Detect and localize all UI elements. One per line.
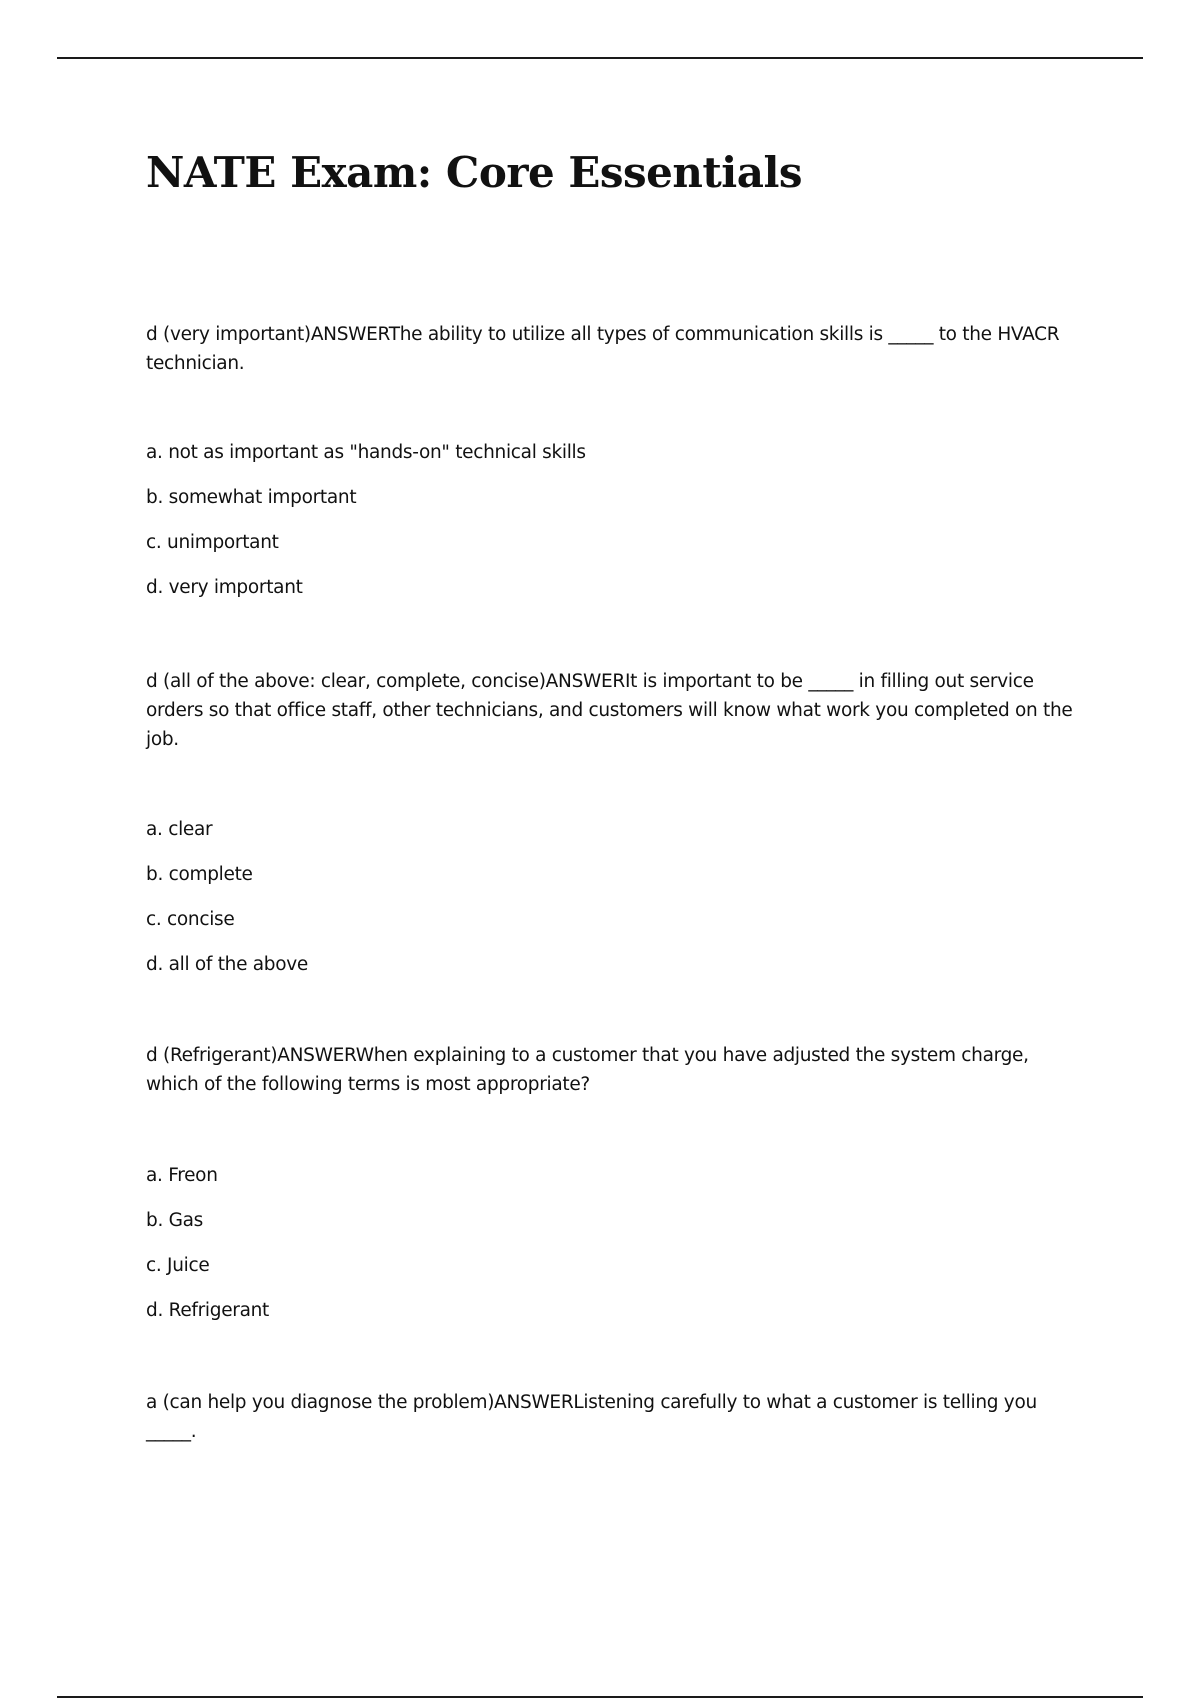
answer-option: c. unimportant (146, 532, 279, 553)
answer-option: a. clear (146, 819, 213, 840)
question-4 (146, 1388, 1086, 1446)
answer-option: b. Gas (146, 1210, 204, 1231)
question-1 (146, 320, 1086, 378)
question-text: a (can help you diagnose the problem)ANSWERListening carefully to what a customer is telling you _____. (146, 1392, 1037, 1442)
answer-option: a. Freon (146, 1165, 218, 1186)
answer-option: c. concise (146, 909, 235, 930)
answer-options (146, 430, 586, 610)
question-3 (146, 1041, 1086, 1099)
answer-option: b. complete (146, 864, 253, 885)
document-title: NATE Exam: Core Essentials (146, 148, 803, 197)
top-rule (57, 57, 1143, 59)
answer-options (146, 1153, 269, 1333)
answer-option: c. Juice (146, 1255, 210, 1276)
answer-options (146, 807, 308, 987)
answer-option: d. Refrigerant (146, 1300, 270, 1321)
answer-option: a. not as important as "hands-on" technical skills (146, 442, 586, 463)
question-text: d (Refrigerant)ANSWERWhen explaining to a customer that you have adjusted the system charge, which of the following terms is most appropriate? (146, 1045, 1029, 1095)
answer-option: b. somewhat important (146, 487, 357, 508)
question-text: d (all of the above: clear, complete, concise)ANSWERIt is important to be _____ in filling out service orders so that office staff, other technicians, and customers will know what work you completed on the job. (146, 671, 1073, 750)
answer-option: d. very important (146, 577, 303, 598)
answer-option: d. all of the above (146, 954, 308, 975)
question-2 (146, 667, 1086, 754)
bottom-rule (57, 1696, 1143, 1698)
question-text: d (very important)ANSWERThe ability to utilize all types of communication skills is _____ to the HVACR technician. (146, 324, 1060, 374)
